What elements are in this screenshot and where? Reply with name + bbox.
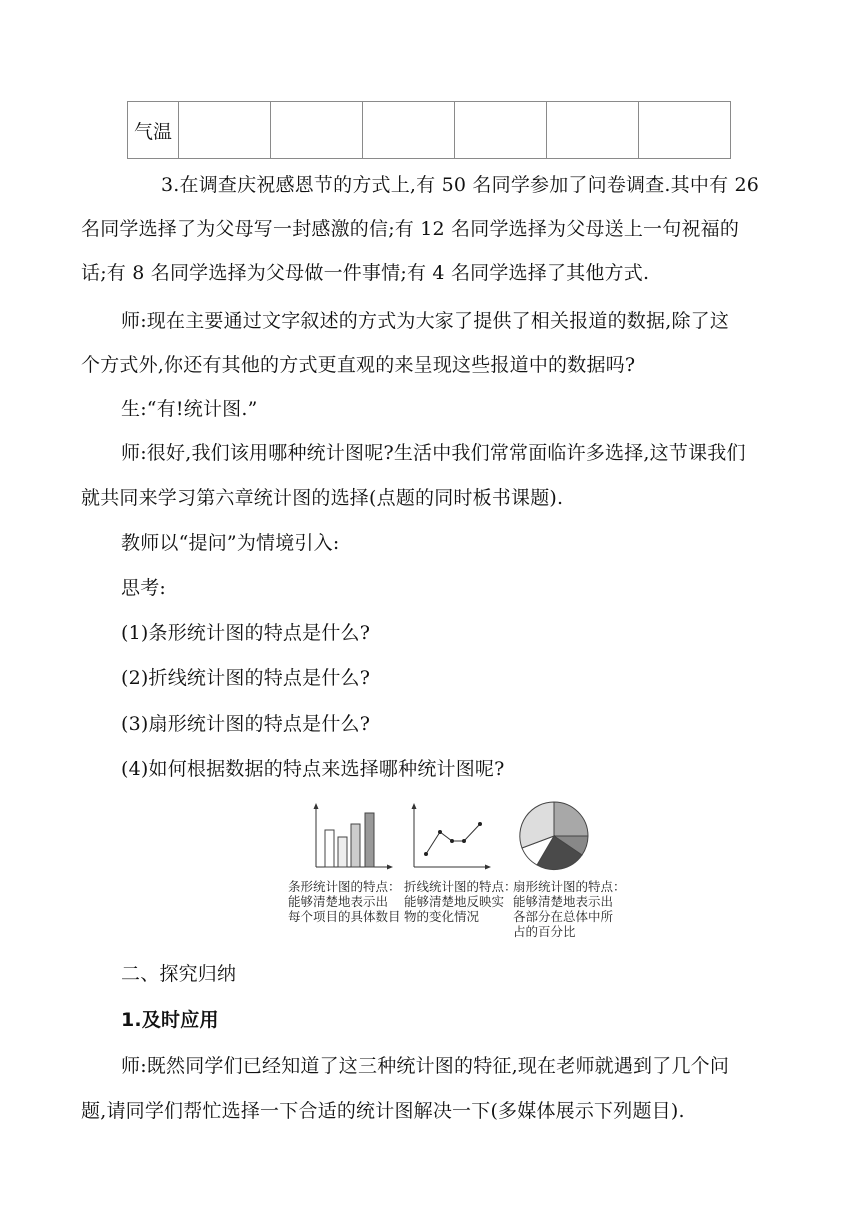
question-line: (3)扇形统计图的特点是什么? bbox=[121, 713, 371, 735]
pie-chart-icon bbox=[520, 802, 588, 870]
table-cell bbox=[363, 102, 455, 159]
chart-icons-illustration bbox=[286, 800, 616, 880]
table-cell bbox=[455, 102, 547, 159]
paragraph-line: 教师以“提问”为情境引入: bbox=[121, 532, 340, 554]
table-row bbox=[128, 102, 731, 159]
temperature-table bbox=[127, 101, 731, 159]
paragraph-line: 题,请同学们帮忙选择一下合适的统计图解决一下(多媒体展示下列题目). bbox=[81, 1100, 685, 1122]
table-cell bbox=[547, 102, 639, 159]
paragraph-line: 师:既然同学们已经知道了这三种统计图的特征,现在老师就遇到了几个问 bbox=[121, 1055, 730, 1077]
paragraph-line: 就共同来学习第六章统计图的选择(点题的同时板书课题). bbox=[81, 487, 564, 509]
pie-chart-caption: 扇形统计图的特点： 能够清楚地表示出 各部分在总体中所 占的百分比 bbox=[513, 879, 626, 939]
table-cell bbox=[271, 102, 363, 159]
paragraph-line: 3.在调查庆祝感恩节的方式上,有 50 名同学参加了问卷调查.其中有 26 bbox=[161, 174, 760, 196]
paragraph-line: 话;有 8 名同学选择为父母做一件事情;有 4 名同学选择了其他方式. bbox=[81, 262, 650, 284]
bar-chart-icon bbox=[314, 803, 394, 870]
chart-types-figure bbox=[286, 800, 626, 939]
question-line: (2)折线统计图的特点是什么? bbox=[121, 667, 371, 689]
paragraph-line: 名同学选择了为父母写一封感激的信;有 12 名同学选择为父母送上一句祝福的 bbox=[81, 218, 740, 240]
subsection-heading: 1.及时应用 bbox=[121, 1009, 219, 1031]
line-chart-caption: 折线统计图的特点： 能够清楚地反映实 物的变化情况 bbox=[404, 879, 517, 924]
paragraph-line: 思考: bbox=[121, 577, 167, 599]
question-line: (4)如何根据数据的特点来选择哪种统计图呢? bbox=[121, 758, 505, 780]
table-cell bbox=[639, 102, 731, 159]
section-heading: 二、探究归纳 bbox=[121, 963, 237, 985]
question-line: (1)条形统计图的特点是什么? bbox=[121, 622, 371, 644]
table-cell bbox=[179, 102, 271, 159]
table-row-label: 气温 bbox=[128, 102, 179, 159]
paragraph-line: 生:“有!统计图.” bbox=[121, 398, 258, 420]
line-chart-icon bbox=[412, 803, 492, 870]
paragraph-line: 师:很好,我们该用哪种统计图呢?生活中我们常常面临许多选择,这节课我们 bbox=[121, 442, 746, 464]
paragraph-line: 师:现在主要通过文字叙述的方式为大家了提供了相关报道的数据,除了这 bbox=[121, 310, 730, 332]
paragraph-line: 个方式外,你还有其他的方式更直观的来呈现这些报道中的数据吗? bbox=[81, 354, 636, 376]
bar-chart-caption: 条形统计图的特点： 能够清楚地表示出 每个项目的具体数目 bbox=[288, 879, 401, 924]
